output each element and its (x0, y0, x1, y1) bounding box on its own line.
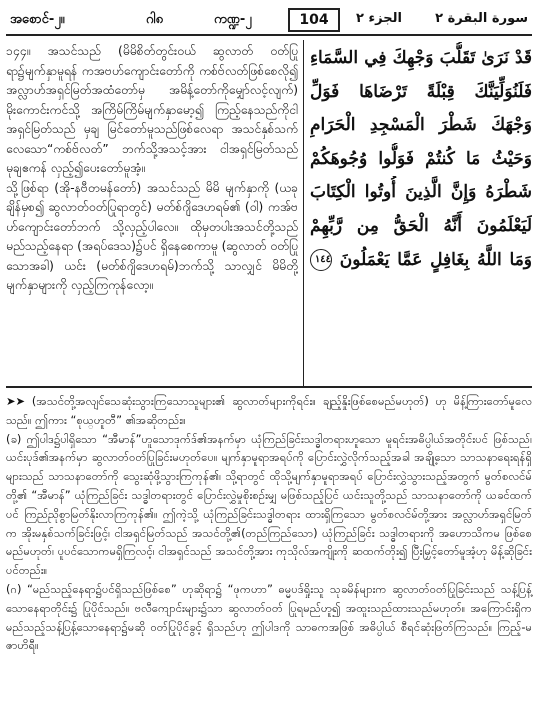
arabic-line: وَجْهَكَ شَطْرَ الْمَسْجِدِ الْحَرَامِ (310, 115, 532, 136)
section-label: ကဏ္ဍ-၂ (214, 12, 252, 27)
column-divider (303, 40, 304, 386)
surah-label: سورة البقرة ٢ (435, 11, 528, 26)
footnote-paragraph: (ဂ) “မည်သည့်နေရာ၌ပင်ရှိသည်ဖြစ်စေ” ဟုဆိုရာ၌ “ဖုကဟာ” ဓမ္မပဒ်ရှိုးသူ သုခမိန်များက ဆွလာတ်ဝတ်ပြုခြင်းသည် သန့်ပြန့်သောနေရာတိုင်း၌ ပြုပိုင်သည်။ ဗလီကျောင်းများ၌သာ ဆွလာတ်ဝတ် ပြုရမည်ဟူ၍ အထူးသည်ထားသည်မဟုတ်။ အကြောင်းရှိက မည်သည့်သန့်ပြန့်သောနေရာ၌မဆို ဝတ်ပြုပိုင်ခွင့် ရှိသည်ဟု ဤပါဒကို သာဓကအဖြစ် အဓိပ္ပါယ် စီရင်ဆုံးဖြတ်ကြသည်။ ကြည့်-မဇာဟိရီ။ (6, 581, 532, 653)
arabic-line: لَيَعْلَمُونَ أَنَّهُ الْحَقُّ مِن رَّبِّهِمْ (310, 215, 532, 236)
translation-paragraph: သို့ဖြစ်ရာ (အို-နဗီတမန်တော်) အသင်သည် မိမိ မျက်နှာကို (ယခုချိန်မှစ၍ ဆွလာတ်ဝတ်ပြုရာတွင်) မတ်စ်ဂျိဒေဟရမ်၏ (ဝါ) ကအ်ဗဟ်ကျောင်းတော်ဘက် သို့လှည့်ပါလေ။ ထိုမှတပါးအသင်တို့သည် မည်သည့်နေရာ (အရပ်ဒေသ)၌ပင် ရှိနေစေကာမူ (ဆွလာတ် ဝတ်ပြုသောအခါ) ယင်း (မတ်စ်ဂျိဒေဟရမ်)ဘက်သို့ သာလျှင် မိမိတို့မျက်နှာများကို လှည့်ကြကုန်လော့။ (6, 180, 298, 292)
arabic-line-text: وَمَا اللَّهُ بِغَافِلٍ عَمَّا يَعْمَلُونَ (339, 249, 532, 270)
page-number: 104 (288, 8, 340, 32)
juz-label: الجزء ٢ (356, 11, 402, 26)
arabic-line: وَحَيْثُ مَا كُنتُمْ فَوَلُّوا وُجُوهَكُمْ (310, 148, 532, 169)
page-frame (6, 6, 532, 706)
footnote-paragraph: (ခ) ဤပါဒ၌ပါရှိသော “အီမာန်”ဟူသောဒုက်ဒ်၏အနက်မှာ ယုံကြည်ခြင်းသဒ္ဓါတရားဟူသော မူရင်းအဓိပ္ပါယ်အတိုင်းပင် ဖြစ်သည်၊ ယင်းပုဒ်၏အနက်မှာ ဆွလာတ်ဝတ်ပြုခြင်းမဟုတ်ပေ။ မျက်နှာမူရာအရပ်ကို ပြောင်းလွှဲလိုက်သည့်အခါ အချို့သော သာသနာရေးရန်ရှိများသည် သာသနာတော်ကို သွေးဆုံဖို့သွားကြကုန်၏၊ သို့ရာတွင် ထိုသို့မျက်နှာမူရာအရပ် ပြောင်းလွှဲသွားသည့်အတွက် မွတ်စလင်မ်တို့၏ “အီမာန်” ယုံကြည်ခြင်း သဒ္ဓါတရားတွင် ပြောင်းလွှဲမှုစိုးစဉ်းမျှ မဖြစ်သည့်ပြင် ယင်းသူတို့သည် သာသနာတော်ကို ယခင်ထက်ပင် ကြည်ညိုစွာမြတ်နိုးလာကြကုန်၏။ ဤကဲ့သို့ ယုံကြည်ခြင်းသဒ္ဓါတရား ထားရှိကြသော မွတ်စလင်မ်တို့အား အလ္လာဟ်အရှင်မြတ်က အိုးမနှစ်သက်ခြင်းဖြင့်၊ ငါအရှင်မြတ်သည် အသင်တို့၏(တည်ကြည်သော) ယုံကြည်ခြင်း သဒ္ဓါတရားကို အဟောသိကမ ဖြစ်စေမည်မဟုတ်၊ ပူပင်သောကမရှိကြလင့်၊ ငါအရှင်သည် အသင်တို့အား ကုသိုလ်အကျိုးကို ဆထက်တိုး၍ ပြီးမြှင့်တော်မူအံ့ဟု မိန့်ဆိုခြင်းပင်တည်း။ (6, 431, 532, 578)
translation-paragraph: ၁၄၄။ အသင်သည် (မိမိစိတ်တွင်းဝယ် ဆွလာတ် ဝတ်ပြုရာ၌မျက်နှာမူရန် ကအဗဟ်ကျောင်းတော်ကို ကစ်ဗ်လတ်ဖြစ်စေလို၍ အလ္လာဟ်အရှင်မြတ်အထံတော်မှ အမိန့်တော်ကိုမျှော်လင့်လျက်) မိုးကောင်းကင်သို့ အကြိမ်ကြိမ်မျက်နှာမော့၍ ကြည့်နေသည်ကိုငါအရှင်မြတ်သည် မှချ မြင်တော်မူသည်ဖြစ်လေရာ အသင်နှစ်သက်လေသော“ကစ်ဗ်လတ်” ဘက်သို့အသင့်အား ငါအရှင်မြတ်သည် မုချဧကန် လှည့်၍ပေးတော်မူအံ့။ (6, 44, 298, 175)
arabic-line: قَدْ نَرَىٰ تَقَلُّبَ وَجْهِكَ فِي السَّمَاءِ (310, 48, 532, 68)
arabic-line-last (310, 244, 532, 278)
arabic-line: شَطْرَهُ وَإِنَّ الَّذِينَ أُوتُوا الْكِتَابَ (310, 182, 532, 203)
ayah-number-marker: ١٤٤ (310, 249, 332, 271)
arabic-verse-column (310, 42, 532, 382)
footnote-paragraph: ➤➤ (အသင်တို့အလျင်သေဆုံးသွားကြသောသူများ၏ ဆွလာတ်များကိုရင်း။ ချည့်နှိုးဖြစ်စေမည်မဟုတ်) ဟု မိန့်ကြားတော်မူလေသည်။ ဤကား “စုယ္ဟူတီ” ၏အဆိုတည်း။ (6, 394, 532, 427)
reference-label: ဂါ၈ (146, 12, 164, 27)
page-header (6, 6, 532, 36)
footnote-divider (6, 386, 532, 388)
translation-column (6, 42, 298, 382)
footnotes-section (6, 392, 532, 655)
arabic-line: فَلَنُوَلِّيَنَّكَ قِبْلَةً تَرْضَاهَا فَوَلِّ (310, 81, 532, 102)
volume-label: အစောင်-၂။ (10, 12, 65, 27)
